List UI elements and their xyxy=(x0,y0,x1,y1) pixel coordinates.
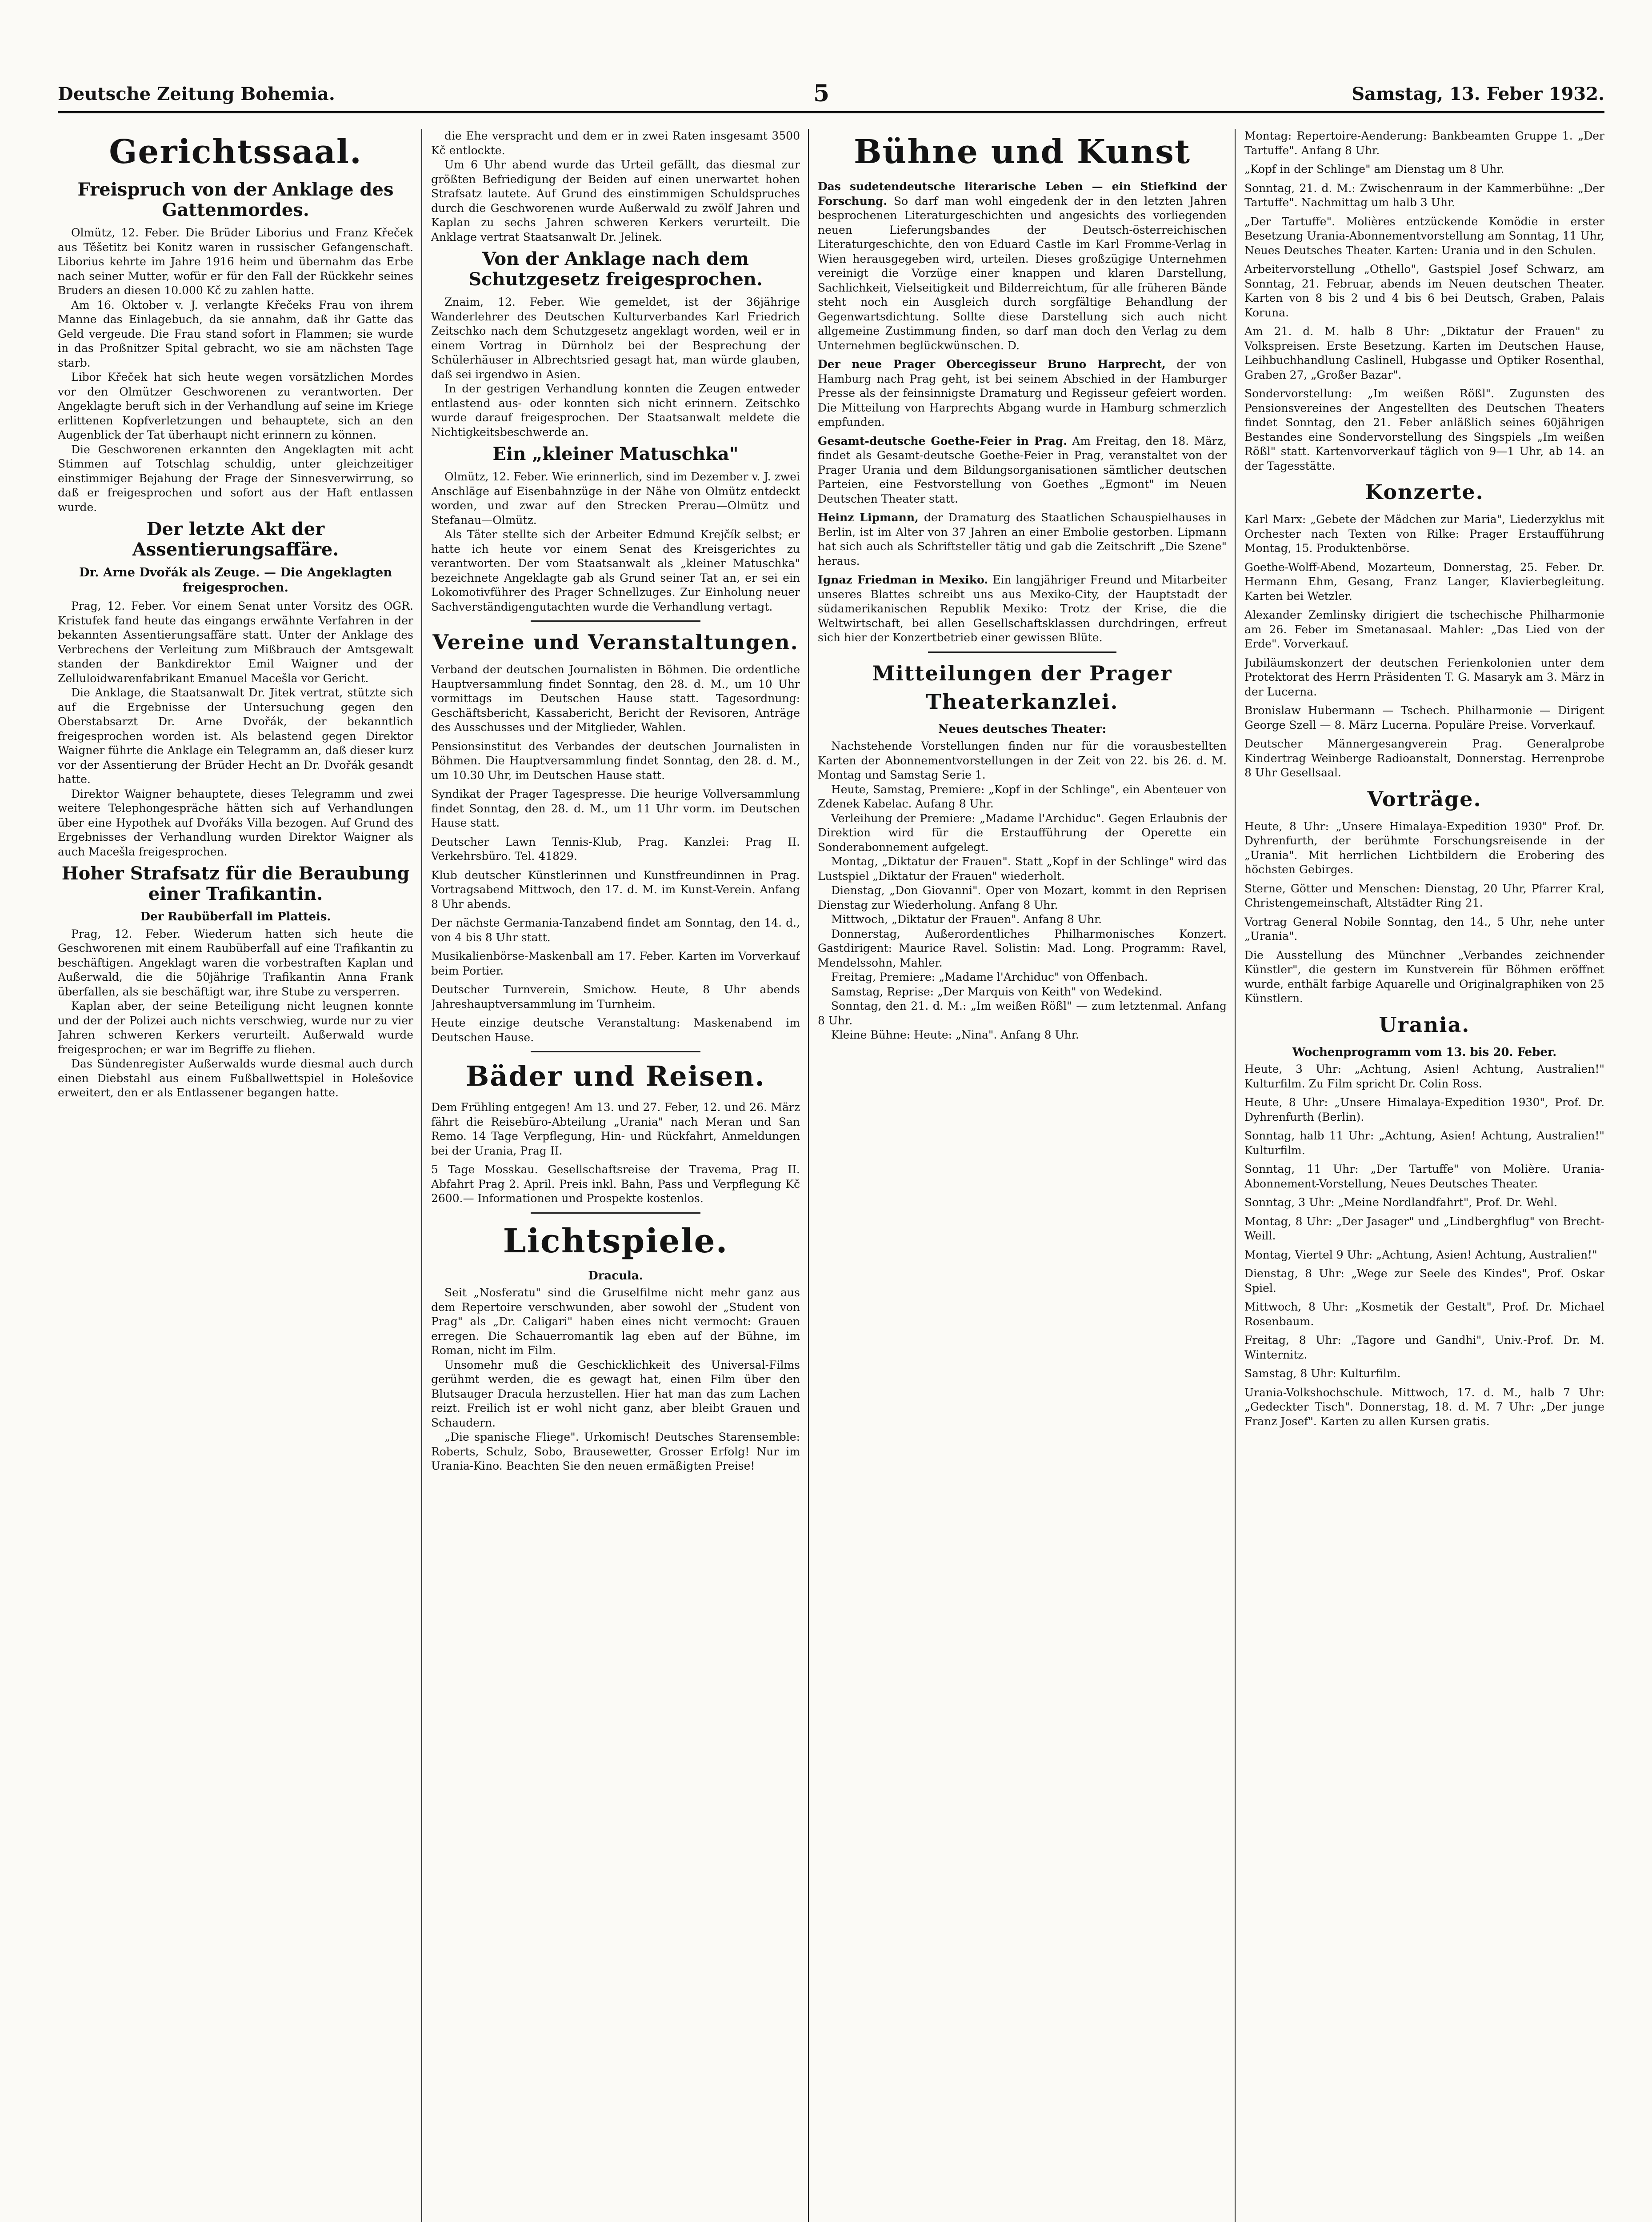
notice-item: Montag, 8 Uhr: „Der Jasager" und „Lindberghflug" von Brecht-Weill. xyxy=(1244,1215,1604,1242)
column-3 xyxy=(818,129,1227,2222)
notice-item: Heute, 3 Uhr: „Achtung, Asien! Achtung, Australien!" Kulturfilm. Zu Film spricht Dr. Colin Ross. xyxy=(1244,1063,1604,1090)
article-paragraph: Dienstag, „Don Giovanni". Oper von Mozart, kommt in den Reprisen Dienstag zur Wiederholung. Anfang 8 Uhr. xyxy=(818,884,1227,911)
item-head: Der neue Prager Obercegisseur Bruno Harprecht, xyxy=(818,358,1166,371)
notice-item: Goethe-Wolff-Abend, Mozarteum, Donnerstag, 25. Feber. Dr. Hermann Ehm, Gesang, Franz Langer, Klavierbegleitung. Karten bei Wetzler. xyxy=(1244,560,1604,603)
notice-item: Arbeitervorstellung „Othello", Gastspiel Josef Schwarz, am Sonntag, 21. Februar, abends im Neuen deutschen Theater. Karten von 8 bis 2 und 4 bis 6 bei Deutsch, Graben, Palais Koruna. xyxy=(1244,263,1604,319)
article-paragraph: Prag, 12. Feber. Wiederum hatten sich heute die Geschworenen mit einem Raubüberfall auf eine Trafikantin zu beschäftigen. Angeklagt waren die vorbestraften Kaplan und Außerwald, die die 50jährige Trafikantin Anna Frank überfallen, als sie beschäftigt war, ihre Stube zu versperren. xyxy=(58,927,413,998)
notice-item: Freitag, 8 Uhr: „Tagore und Gandhi", Univ.-Prof. Dr. M. Winternitz. xyxy=(1244,1334,1604,1361)
notice-item: Heute, 8 Uhr: „Unsere Himalaya-Expedition 1930", Prof. Dr. Dyhrenfurth (Berlin). xyxy=(1244,1096,1604,1123)
item-text: Am Freitag, den 18. März, findet als Gesamt-deutsche Goethe-Feier in Prag, veranstaltet von der Prager Urania und dem Bildungsorganisationen sämtlicher deutschen Parteien, eine Festvorstellung von Goethes „Egmont" im Neuen Deutschen Theater statt. xyxy=(818,434,1227,505)
masthead xyxy=(58,71,1604,113)
section-title-urania: Urania. xyxy=(1379,1012,1470,1037)
article-headline: Der letzte Akt der Assentierungsaffäre. xyxy=(132,519,339,560)
notice-item: Der nächste Germania-Tanzabend findet am Sonntag, den 14. d., von 4 bis 8 Uhr statt. xyxy=(431,916,800,944)
notice-item: Deutscher Lawn Tennis-Klub, Prag. Kanzlei: Prag II. Verkehrsbüro. Tel. 41829. xyxy=(431,835,800,863)
notice-item: Sonntag, 3 Uhr: „Meine Nordlandfahrt", Prof. Dr. Wehl. xyxy=(1244,1196,1558,1209)
notice-item: „Der Tartuffe". Molières entzückende Komödie in erster Besetzung Urania-Abonnementvorstellung am Sonntag, 11 Uhr, Neues Deutsches Theater. Karten: Urania und in den Schulen. xyxy=(1244,215,1604,257)
article-headline: Hoher Strafsatz für die Beraubung einer Trafikantin. xyxy=(61,863,410,904)
notice-item: Syndikat der Prager Tagespresse. Die heurige Vollversammlung findet Sonntag, den 28. d. M., um 11 Uhr vorm. im Deutschen Hause statt. xyxy=(431,787,800,829)
article-paragraph: Das Sündenregister Außerwalds wurde diesmal auch durch einen Diebstahl aus einem Fußballwettspiel in Holešovice erweitert, den er als Entlassener begangen hatte. xyxy=(58,1057,413,1099)
paper-name: Deutsche Zeitung Bohemia. xyxy=(58,84,335,104)
section-divider xyxy=(531,620,700,622)
article-paragraph: Die Geschworenen erkannten den Angeklagten mit acht Stimmen auf Totschlag schuldig, unter gleichzeitiger einstimmiger Bejahung der Frage der Sinnesverwirrung, so daß er freigesprochen und sofort aus der Haft entlassen wurde. xyxy=(58,443,413,514)
notice-item: Karl Marx: „Gebete der Mädchen zur Maria", Liederzyklus mit Orchester nach Texten von Rilke: Prager Erstaufführung Montag, 15. Produktenbörse. xyxy=(1244,513,1604,555)
notice-item: Sonntag, 11 Uhr: „Der Tartuffe" von Molière. Urania-Abonnement-Vorstellung, Neues Deutsches Theater. xyxy=(1244,1163,1604,1190)
article-paragraph: Die Anklage, die Staatsanwalt Dr. Jitek vertrat, stützte sich auf die Ergebnisse der Untersuchung gegen den Oberstabsarzt Dr. Arne Dvořák, der bekanntlich freigesprochen worden ist. Als belastend gegen Direktor Waigner führte die Anklage ein Telegramm an, daß dieser kurz vor der Assentierung der Brüder Hecht an Dr. Dvořák gesandt hatte. xyxy=(58,686,413,786)
notice-item: Heute einzige deutsche Veranstaltung: Maskenabend im Deutschen Hause. xyxy=(431,1016,800,1044)
section-divider xyxy=(928,651,1116,653)
notice-item: Musikalienbörse-Maskenball am 17. Feber. Karten im Vorverkauf beim Portier. xyxy=(431,950,800,977)
article-paragraph: In der gestrigen Verhandlung konnten die Zeugen entweder entlastend aus- oder konnten sich nicht erinnern. Zeitschko wurde darauf freigesprochen. Der Staatsanwalt meldete die Nichtigkeitsbeschwerde an. xyxy=(431,382,800,439)
article-paragraph: Nachstehende Vorstellungen finden nur für die vorausbestellten Karten der Abonnementvorstellungen in der Zeit von 22. bis 26. d. M. Montag und Samstag Serie 1. xyxy=(818,739,1227,781)
notice-item: Verband der deutschen Journalisten in Böhmen. Die ordentliche Hauptversammlung findet Sonntag, den 28. d. M., um 10 Uhr vormittags im Deutschen Hause statt. Tagesordnung: Geschäftsbericht, Kassabericht, Bericht der Revisoren, Anträge des Ausschusses und der Mitglieder, Wahlen. xyxy=(431,663,800,734)
notice-item: Mittwoch, 8 Uhr: „Kosmetik der Gestalt", Prof. Dr. Michael Rosenbaum. xyxy=(1244,1300,1604,1328)
notice-item: Urania-Volkshochschule. Mittwoch, 17. d. M., halb 7 Uhr: „Gedeckter Tisch". Donnerstag, 18. d. M. 7 Uhr: „Der junge Franz Josef". Karten zu allen Kursen gratis. xyxy=(1244,1386,1604,1428)
article-paragraph: Olmütz, 12. Feber. Die Brüder Liborius und Franz Křeček aus Těšetitz bei Konitz waren in russischer Gefangenschaft. Liborius kehrte im Jahre 1916 heim und übernahm das Erbe nach seiner Mutter, wofür er für den Fall der Rückkehr seines Bruders an diesen 10.000 Kč zu zahlen hatte. xyxy=(58,226,413,297)
notice-item: Am 21. d. M. halb 8 Uhr: „Diktatur der Frauen" zu Volkspreisen. Erste Besetzung. Karten im Deutschen Hause, Leihbuchhandlung Caslinell, Hubgasse und Optiker Rosenthal, Graben 27, „Großer Bazar". xyxy=(1244,325,1604,381)
notice-item: Samstag, 8 Uhr: Kulturfilm. xyxy=(1244,1367,1401,1380)
article-paragraph: Kaplan aber, der seine Beteiligung nicht leugnen konnte und der der Polizei auch nichts verschwieg, wurde nur zu vier Jahren schweren Kerkers verurteilt. Außerwald wurde freigesprochen; er war im Begriffe zu fliehen. xyxy=(58,999,413,1056)
article-item xyxy=(818,511,1227,568)
article-headline: Freispruch von der Anklage des Gattenmordes. xyxy=(77,179,394,220)
theater-subhead: Neues deutsches Theater: xyxy=(938,722,1107,736)
section-title-vereine: Vereine und Veranstaltungen. xyxy=(432,630,799,654)
notice-item: „Kopf in der Schlinge" am Dienstag um 8 Uhr. xyxy=(1244,163,1504,176)
column-4 xyxy=(1244,129,1604,2222)
section-divider xyxy=(531,1212,700,1214)
item-head: Gesamt-deutsche Goethe-Feier in Prag. xyxy=(818,434,1068,448)
article-item xyxy=(818,180,1227,353)
article-paragraph: die Ehe verspracht und dem er in zwei Raten insgesamt 3500 Kč entlockte. xyxy=(431,129,800,157)
article-paragraph: Seit „Nosferatu" sind die Gruselfilme nicht mehr ganz aus dem Repertoire verschwunden, aber sowohl der „Student von Prag" als „Dr. Caligari" haben eines nicht vermocht: Grauen erregen. Die Schauerromantik lag eben auf der Bühne, im Roman, nicht im Film. xyxy=(431,1286,800,1357)
issue-date: Samstag, 13. Feber 1932. xyxy=(1352,84,1604,104)
section-title-vortraege: Vorträge. xyxy=(1367,787,1482,811)
page-frame xyxy=(58,71,1604,2222)
notice-item: Heute, 8 Uhr: „Unsere Himalaya-Expedition 1930" Prof. Dr. Dyhrenfurth, der berühmte Forschungsreisende in der „Urania". Mit herrlichen Lichtbildern die Erobering des höchsten Gebirges. xyxy=(1244,819,1604,876)
article-item xyxy=(818,573,1227,645)
section-title-gerichtssaal: Gerichtssaal. xyxy=(109,133,362,171)
notice-item: Deutscher Männergesangverein Prag. Generalprobe Kindertrag Weinberge Radioanstalt, Donnerstag. Herrenprobe 8 Uhr Gesellsaal. xyxy=(1244,737,1604,779)
article-paragraph: Olmütz, 12. Feber. Wie erinnerlich, sind im Dezember v. J. zwei Anschläge auf Eisenbahnzüge in der Nähe von Olmütz entdeckt worden, und zwar auf den Strecken Prerau—Olmütz und Stefanau—Olmütz. xyxy=(431,470,800,527)
notice-item: Sonntag, 21. d. M.: Zwischenraum in der Kammerbühne: „Der Tartuffe". Nachmittag um halb 3 Uhr. xyxy=(1244,181,1604,209)
item-text: So darf man wohl eingedenk der in den letzten Jahren besprochenen Literaturgeschichten und angesichts des vorliegenden neuen Lieferungsbandes der Deutsch-österreichischen Literaturgeschichte, den von Eduard Castle im Karl Fromme-Verlag in Wien herausgegeben wird, urteilen. Dieses großzügige Unternehmen vereinigt die Vorzüge einer knappen und klaren Darstellung, Sachlichkeit, Vielseitigkeit und Bilderreichtum, für alle früheren Bände steht noch ein Ausgleich durch sorgfältige Behandlung der Gegenwartsdichtung. Sollte diese Darstellung sich auch nicht allgemeine Zustimmung finden, so darf man doch den Verlag zu dem Unternehmen beglückwünschen. D. xyxy=(818,194,1227,352)
article-paragraph: Um 6 Uhr abend wurde das Urteil gefällt, das diesmal zur größten Befriedigung der Beiden auf einen unerwartet hohen Strafsatz lautete. Auf Grund des einstimmigen Schuldspruches durch die Geschworenen wurde Außerwald zu zwölf Jahren und Kaplan zu sechs Jahren schweren Kerkers verurteilt. Die Anklage vertrat Staatsanwalt Dr. Jelinek. xyxy=(431,158,800,244)
article-paragraph: Sonntag, den 21. d. M.: „Im weißen Rößl" — zum letztenmal. Anfang 8 Uhr. xyxy=(818,999,1227,1027)
notice-item: Sondervorstellung: „Im weißen Rößl". Zugunsten des Pensionsvereines der Angestellten des Deutschen Theaters findet Sonntag, den 21. Feber anläßlich seines 60jährigen Bestandes eine Sondervorstellung des Singspiels „Im weißen Rößl" statt. Kartenvorverkauf täglich von 9—1 Uhr, ab 14. an der Tagesstätte. xyxy=(1244,387,1604,472)
notice-item: Dem Frühling entgegen! Am 13. und 27. Feber, 12. und 26. März fährt die Reisebüro-Abteilung „Urania" nach Meran und San Remo. 14 Tage Verpflegung, Hin- und Rückfahrt, Anmeldungen bei der Urania, Prag II. xyxy=(431,1101,800,1157)
item-text: der Dramaturg des Staatlichen Schauspielhauses in Berlin, ist im Alter von 37 Jahren an einer Embolie gestorben. Lipmann hat sich auch als Schriftsteller tätig und gab die Zeitschrift „Die Szene" heraus. xyxy=(818,511,1227,567)
column-rule xyxy=(421,129,422,2222)
article-paragraph: Montag, „Diktatur der Frauen". Statt „Kopf in der Schlinge" wird das Lustspiel „Diktatur der Frauen" wiederholt. xyxy=(818,855,1227,883)
article-paragraph: Am 16. Oktober v. J. verlangte Křečeks Frau von ihrem Manne das Einlagebuch, da sie annahm, daß ihr Gatte das Geld vergeude. Die Frau stand sofort in Flammen; sie wurde in das Proßnitzer Spital gebracht, wo sie am nächsten Tage starb. xyxy=(58,298,413,369)
section-title-baeder: Bäder und Reisen. xyxy=(465,1060,766,1092)
notice-item: Dienstag, 8 Uhr: „Wege zur Seele des Kindes", Prof. Oskar Spiel. xyxy=(1244,1267,1604,1295)
section-title-lichtspiele: Lichtspiele. xyxy=(503,1222,728,1260)
notice-item: Klub deutscher Künstlerinnen und Kunstfreundinnen in Prag. Vortragsabend Mittwoch, den 17. d. M. im Kunst-Verein. Anfang 8 Uhr abends. xyxy=(431,868,800,911)
notice-item: Die Ausstellung des Münchner „Verbandes zeichnender Künstler", die gestern im Kunstverein für Böhmen eröffnet wurde, enthält farbige Aquarelle und Originalgraphiken von 25 Künstlern. xyxy=(1244,948,1604,1005)
notice-item: Vortrag General Nobile Sonntag, den 14., 5 Uhr, nehe unter „Urania". xyxy=(1244,915,1604,943)
column-rule xyxy=(1235,129,1236,2222)
notice-item: Montag: Repertoire-Aenderung: Bankbeamten Gruppe 1. „Der Tartuffe". Anfang 8 Uhr. xyxy=(1244,129,1604,157)
article-paragraph: Samstag, Reprise: „Der Marquis von Keith" von Wedekind. xyxy=(831,985,1163,998)
article-subhead: Der Raubüberfall im Platteis. xyxy=(140,910,331,923)
article-paragraph: Freitag, Premiere: „Madame l'Archiduc" von Offenbach. xyxy=(831,971,1148,983)
section-title-theaterkanzlei: Mitteilungen der Prager Theaterkanzlei. xyxy=(872,661,1172,714)
item-head: Ignaz Friedman in Mexiko. xyxy=(818,573,988,586)
article-headline: Ein „kleiner Matuschka" xyxy=(492,444,739,464)
notice-item: Sonntag, halb 11 Uhr: „Achtung, Asien! Achtung, Australien!" Kulturfilm. xyxy=(1244,1129,1604,1157)
item-text: Ein langjähriger Freund und Mitarbeiter unseres Blattes schreibt uns aus Mexiko-City, der Hauptstadt der südamerikanischen Republik Mexiko: Trotz der Krise, die die Weltwirtschaft, bei allen Gesellschaftsklassen durchdringen, erfreut sich hier der Konzertbetrieb einer gewissen Blüte. xyxy=(818,573,1227,644)
section-title-konzerte: Konzerte. xyxy=(1365,480,1484,504)
article-item xyxy=(818,434,1227,507)
item-head: Das sudetendeutsche literarische Leben — ein Stiefkind der Forschung. xyxy=(818,180,1227,208)
article-paragraph: Znaim, 12. Feber. Wie gemeldet, ist der 36jährige Wanderlehrer des Deutschen Kulturverbandes Karl Friedrich Zeitschko nach dem Schutzgesetz angeklagt worden, weil er in einem Vortrag in Dürnholz bei der Besprechung der Schülerhäuser in Albrechtsried gesagt hat, man würde glauben, daß sei irgendwo in Asien. xyxy=(431,296,800,381)
article-item xyxy=(818,357,1227,430)
article-headline: Von der Anklage nach dem Schutzgesetz freigesprochen. xyxy=(468,248,763,290)
article-paragraph: „Die spanische Fliege". Urkomisch! Deutsches Starensemble: Roberts, Schulz, Sobo, Brausewetter, Grosser Erfolg! Nur im Urania-Kino. Beachten Sie den neuen ermäßigten Preise! xyxy=(431,1431,800,1472)
article-paragraph: Kleine Bühne: Heute: „Nina". Anfang 8 Uhr. xyxy=(831,1028,1079,1041)
article-paragraph: Unsomehr muß die Geschicklichkeit des Universal-Films gerühmt werden, die es gewagt hat, einen Film über den Blutsauger Dracula herzustellen. Hier hat man das zum Lachen reizt. Freilich ist er wohl nicht ganz, aber bleibt Grauen und Schaudern. xyxy=(431,1358,800,1429)
notice-item: Deutscher Turnverein, Smichow. Heute, 8 Uhr abends Jahreshauptversammlung im Turnheim. xyxy=(431,983,800,1011)
urania-subhead: Wochenprogramm vom 13. bis 20. Feber. xyxy=(1292,1045,1557,1059)
notice-item: Montag, Viertel 9 Uhr: „Achtung, Asien! Achtung, Australien!" xyxy=(1244,1248,1597,1261)
page-number: 5 xyxy=(813,80,830,107)
article-paragraph: Als Täter stellte sich der Arbeiter Edmund Krejčík selbst; er hatte ich heute vor einem Senat des Kreisgerichtes zu verantworten. Der vom Staatsanwalt als „kleiner Matuschka" bezeichnete Angeklagte gab als Grund seiner Tat an, er sei ein Lokomotivführer des Prager Schnellzuges. Zur Einholung neuer Sachverständigengutachten wurde die Verhandlung vertagt. xyxy=(431,528,800,613)
column-2 xyxy=(431,129,800,2222)
article-paragraph: Libor Křeček hat sich heute wegen vorsätzlichen Mordes vor den Olmützer Geschworenen zu verantworten. Der Angeklagte beruft sich in der Verhandlung auf seine im Kriege erlittenen Kopfverletzungen und behauptete, sich an den Augenblick der Tat überhaupt nicht erinnern zu können. xyxy=(58,371,413,441)
article-paragraph: Donnerstag, Außerordentliches Philharmonisches Konzert. Gastdirigent: Maurice Ravel. Solistin: Mad. Long. Programm: Ravel, Mendelssohn, Mahler. xyxy=(818,927,1227,969)
column-rule xyxy=(808,129,809,2222)
notice-item: 5 Tage Mosskau. Gesellschaftsreise der Travema, Prag II. Abfahrt Prag 2. April. Preis inkl. Bahn, Pass und Verpflegung Kč 2600.— Informationen und Prospekte kostenlos. xyxy=(431,1163,800,1205)
section-divider xyxy=(531,1051,700,1052)
section-title-buehne: Bühne und Kunst xyxy=(853,133,1191,171)
article-paragraph: Direktor Waigner behauptete, dieses Telegramm und zwei weitere Telephongespräche hätten sich auf Verhandlungen über eine Hypothek auf Dvořáks Villa bezogen. Auf Grund des Ergebnisses der Verhandlung wurden Direktor Waigner als auch Macešla freigesprochen. xyxy=(58,787,413,858)
film-title: Dracula. xyxy=(588,1269,643,1283)
notice-item: Bronislaw Hubermann — Tschech. Philharmonie — Dirigent George Szell — 8. März Lucerna. Populäre Preise. Vorverkauf. xyxy=(1244,704,1604,731)
article-paragraph: Prag, 12. Feber. Vor einem Senat unter Vorsitz des OGR. Kristufek fand heute das eingangs erwähnte Verfahren in der bekannten Assentierungsaffäre statt. Unter der Anklage des Verbrechens der Verleitung zum Mißbrauch der Amtsgewalt standen der Bankdirektor Emil Waigner und der Zelluloidwarenfabrikant Emanuel Macešla vor Gericht. xyxy=(58,599,413,685)
column-1 xyxy=(58,129,413,2222)
article-kicker: Dr. Arne Dvořák als Zeuge. — Die Angeklagten freigesprochen. xyxy=(79,566,392,595)
notice-item: Alexander Zemlinsky dirigiert die tschechische Philharmonie am 26. Feber im Smetanasaal. Mahler: „Das Lied von der Erde". Vorverkauf. xyxy=(1244,608,1604,650)
notice-item: Pensionsinstitut des Verbandes der deutschen Journalisten in Böhmen. Die Hauptversammlung findet Sonntag, den 28. d. M., um 10.30 Uhr, im Deutschen Hause statt. xyxy=(431,739,800,782)
article-paragraph: Mittwoch, „Diktatur der Frauen". Anfang 8 Uhr. xyxy=(831,913,1102,926)
item-text: der von Hamburg nach Prag geht, ist bei seinem Abschied in der Hamburger Presse als der feinsinnigste Dramaturg und Regisseur gefeiert worden. Die Mitteilung von Harprechts Abgang wurde in Hamburg schmerzlich empfunden. xyxy=(818,358,1227,428)
article-paragraph: Heute, Samstag, Premiere: „Kopf in der Schlinge", ein Abenteuer von Zdenek Kabelac. Aufang 8 Uhr. xyxy=(818,783,1227,810)
notice-item: Sterne, Götter und Menschen: Dienstag, 20 Uhr, Pfarrer Kral, Christengemeinschaft, Altstädter Ring 21. xyxy=(1244,882,1604,909)
notice-item: Jubiläumskonzert der deutschen Ferienkolonien unter dem Protektorat des Herrn Präsidenten T. G. Masaryk am 3. März in der Lucerna. xyxy=(1244,656,1604,698)
article-paragraph: Verleihung der Premiere: „Madame l'Archiduc". Gegen Erlaubnis der Direktion wird für die Erstaufführung der Operette ein Sonderabonnement aufgelegt. xyxy=(818,811,1227,854)
item-head: Heinz Lipmann, xyxy=(818,511,919,524)
